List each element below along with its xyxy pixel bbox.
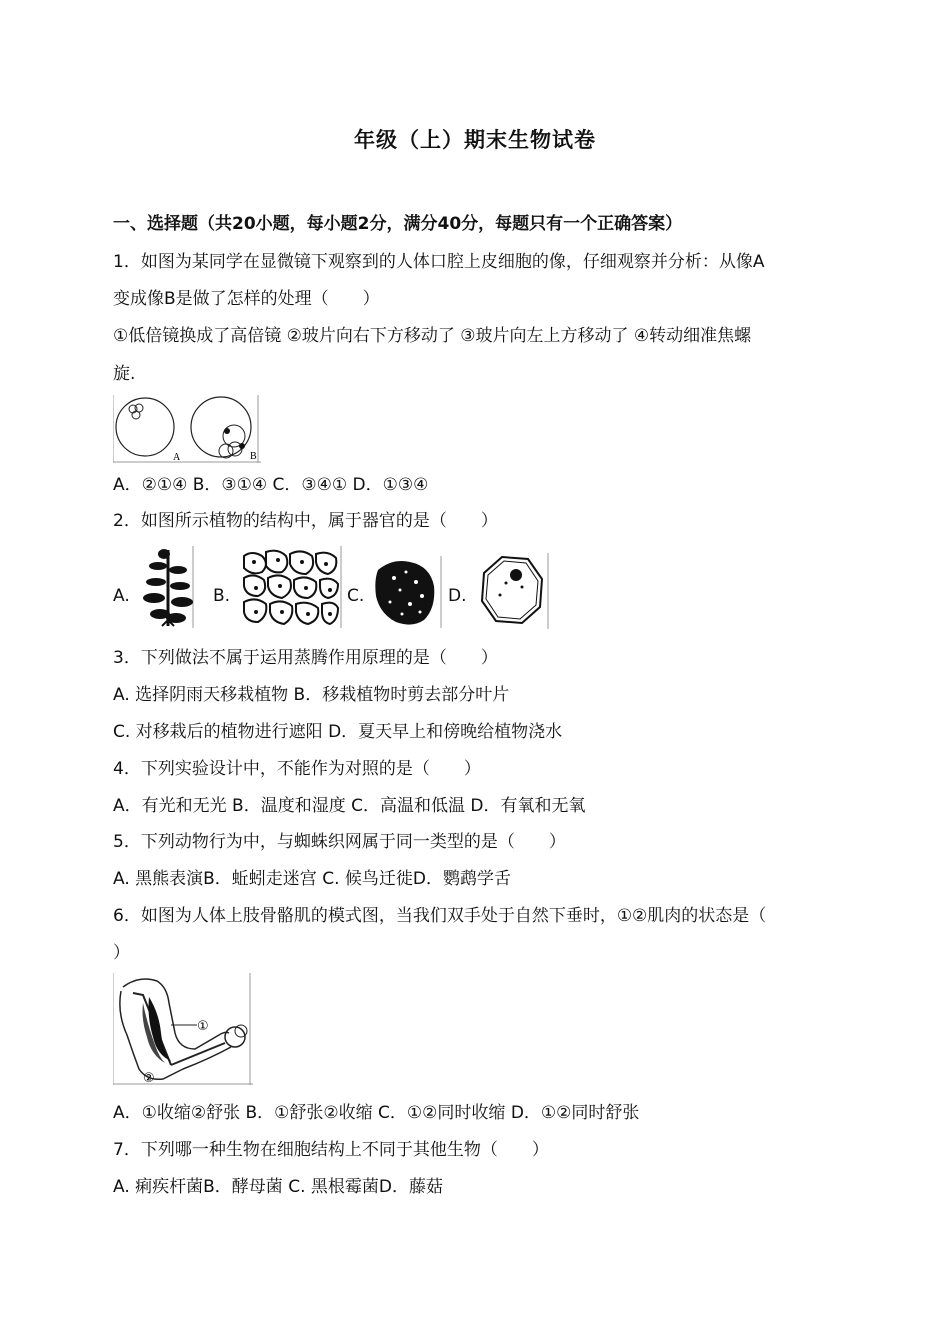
biceps-muscle (149, 997, 172, 1061)
q1-statements-line2: 旋. (113, 364, 136, 384)
q6-stem-line2: ） (113, 943, 130, 963)
section-heading: 一、选择题（共20小题，每小题2分，满分40分，每题只有一个正确答案） (113, 214, 683, 234)
microscope-field-figure (113, 395, 261, 463)
field-a-circle (116, 398, 174, 456)
muscle-label-2: ② (143, 1071, 155, 1085)
q2-option-b-label: B. (213, 586, 231, 606)
q7-options: A. 痢疾杆菌B．酵母菌 C. 黑根霉菌D．藤菇 (113, 1177, 443, 1197)
q2-option-a-label: A. (113, 586, 130, 606)
nucleus-b-2 (239, 443, 245, 449)
q5-options: A. 黑熊表演B．蚯蚓走迷宫 C. 候鸟迁徙D．鹦鹉学舌 (113, 869, 511, 889)
arm-muscle-figure (113, 973, 253, 1085)
plant-tissue-image (240, 546, 342, 628)
q4-options: A．有光和无光 B．温度和湿度 C．高温和低温 D．有氧和无氧 (113, 796, 586, 816)
q2-option-c-label: C. (347, 586, 365, 606)
plant-cell-image (478, 553, 550, 629)
plant-leaf-image (372, 556, 442, 628)
cell-b-3 (219, 444, 233, 458)
q7-stem: 7．下列哪一种生物在细胞结构上不同于其他生物（ ） (113, 1140, 549, 1160)
nucleus-b-1 (224, 428, 230, 434)
q1-statements-line1: ①低倍镜换成了高倍镜 ②玻片向右下方移动了 ③玻片向左上方移动了 ④转动细准焦螺 (113, 326, 752, 346)
q2-option-d-label: D. (448, 586, 467, 606)
figure-label-a: A (173, 452, 181, 463)
q3-options-line1: A. 选择阴雨天移栽植物 B．移栽植物时剪去部分叶片 (113, 685, 510, 705)
q5-stem: 5．下列动物行为中，与蜘蛛织网属于同一类型的是（ ） (113, 832, 566, 852)
q1-stem-line2: 变成像B是做了怎样的处理（ ） (113, 289, 380, 309)
q2-stem: 2．如图所示植物的结构中，属于器官的是（ ） (113, 511, 498, 531)
q1-stem-line1: 1．如图为某同学在显微镜下观察到的人体口腔上皮细胞的像，仔细观察并分析：从像A (113, 252, 765, 272)
figure-label-b: B (250, 451, 257, 462)
q6-options: A．①收缩②舒张 B．①舒张②收缩 C．①②同时收缩 D．①②同时舒张 (113, 1103, 640, 1123)
q1-options: A．②①④ B．③①④ C．③④① D．①③④ (113, 475, 429, 495)
q3-stem: 3．下列做法不属于运用蒸腾作用原理的是（ ） (113, 648, 498, 668)
q6-stem-line1: 6．如图为人体上肢骨骼肌的模式图，当我们双手处于自然下垂时，①②肌肉的状态是（ (113, 906, 767, 926)
muscle-label-1: ① (197, 1019, 209, 1034)
q4-stem: 4．下列实验设计中，不能作为对照的是（ ） (113, 759, 481, 779)
plant-whole-image (142, 546, 194, 628)
q3-options-line2: C. 对移栽后的植物进行遮阳 D．夏天早上和傍晚给植物浇水 (113, 722, 563, 742)
page-title: 年级（上）期末生物试卷 (354, 128, 596, 152)
